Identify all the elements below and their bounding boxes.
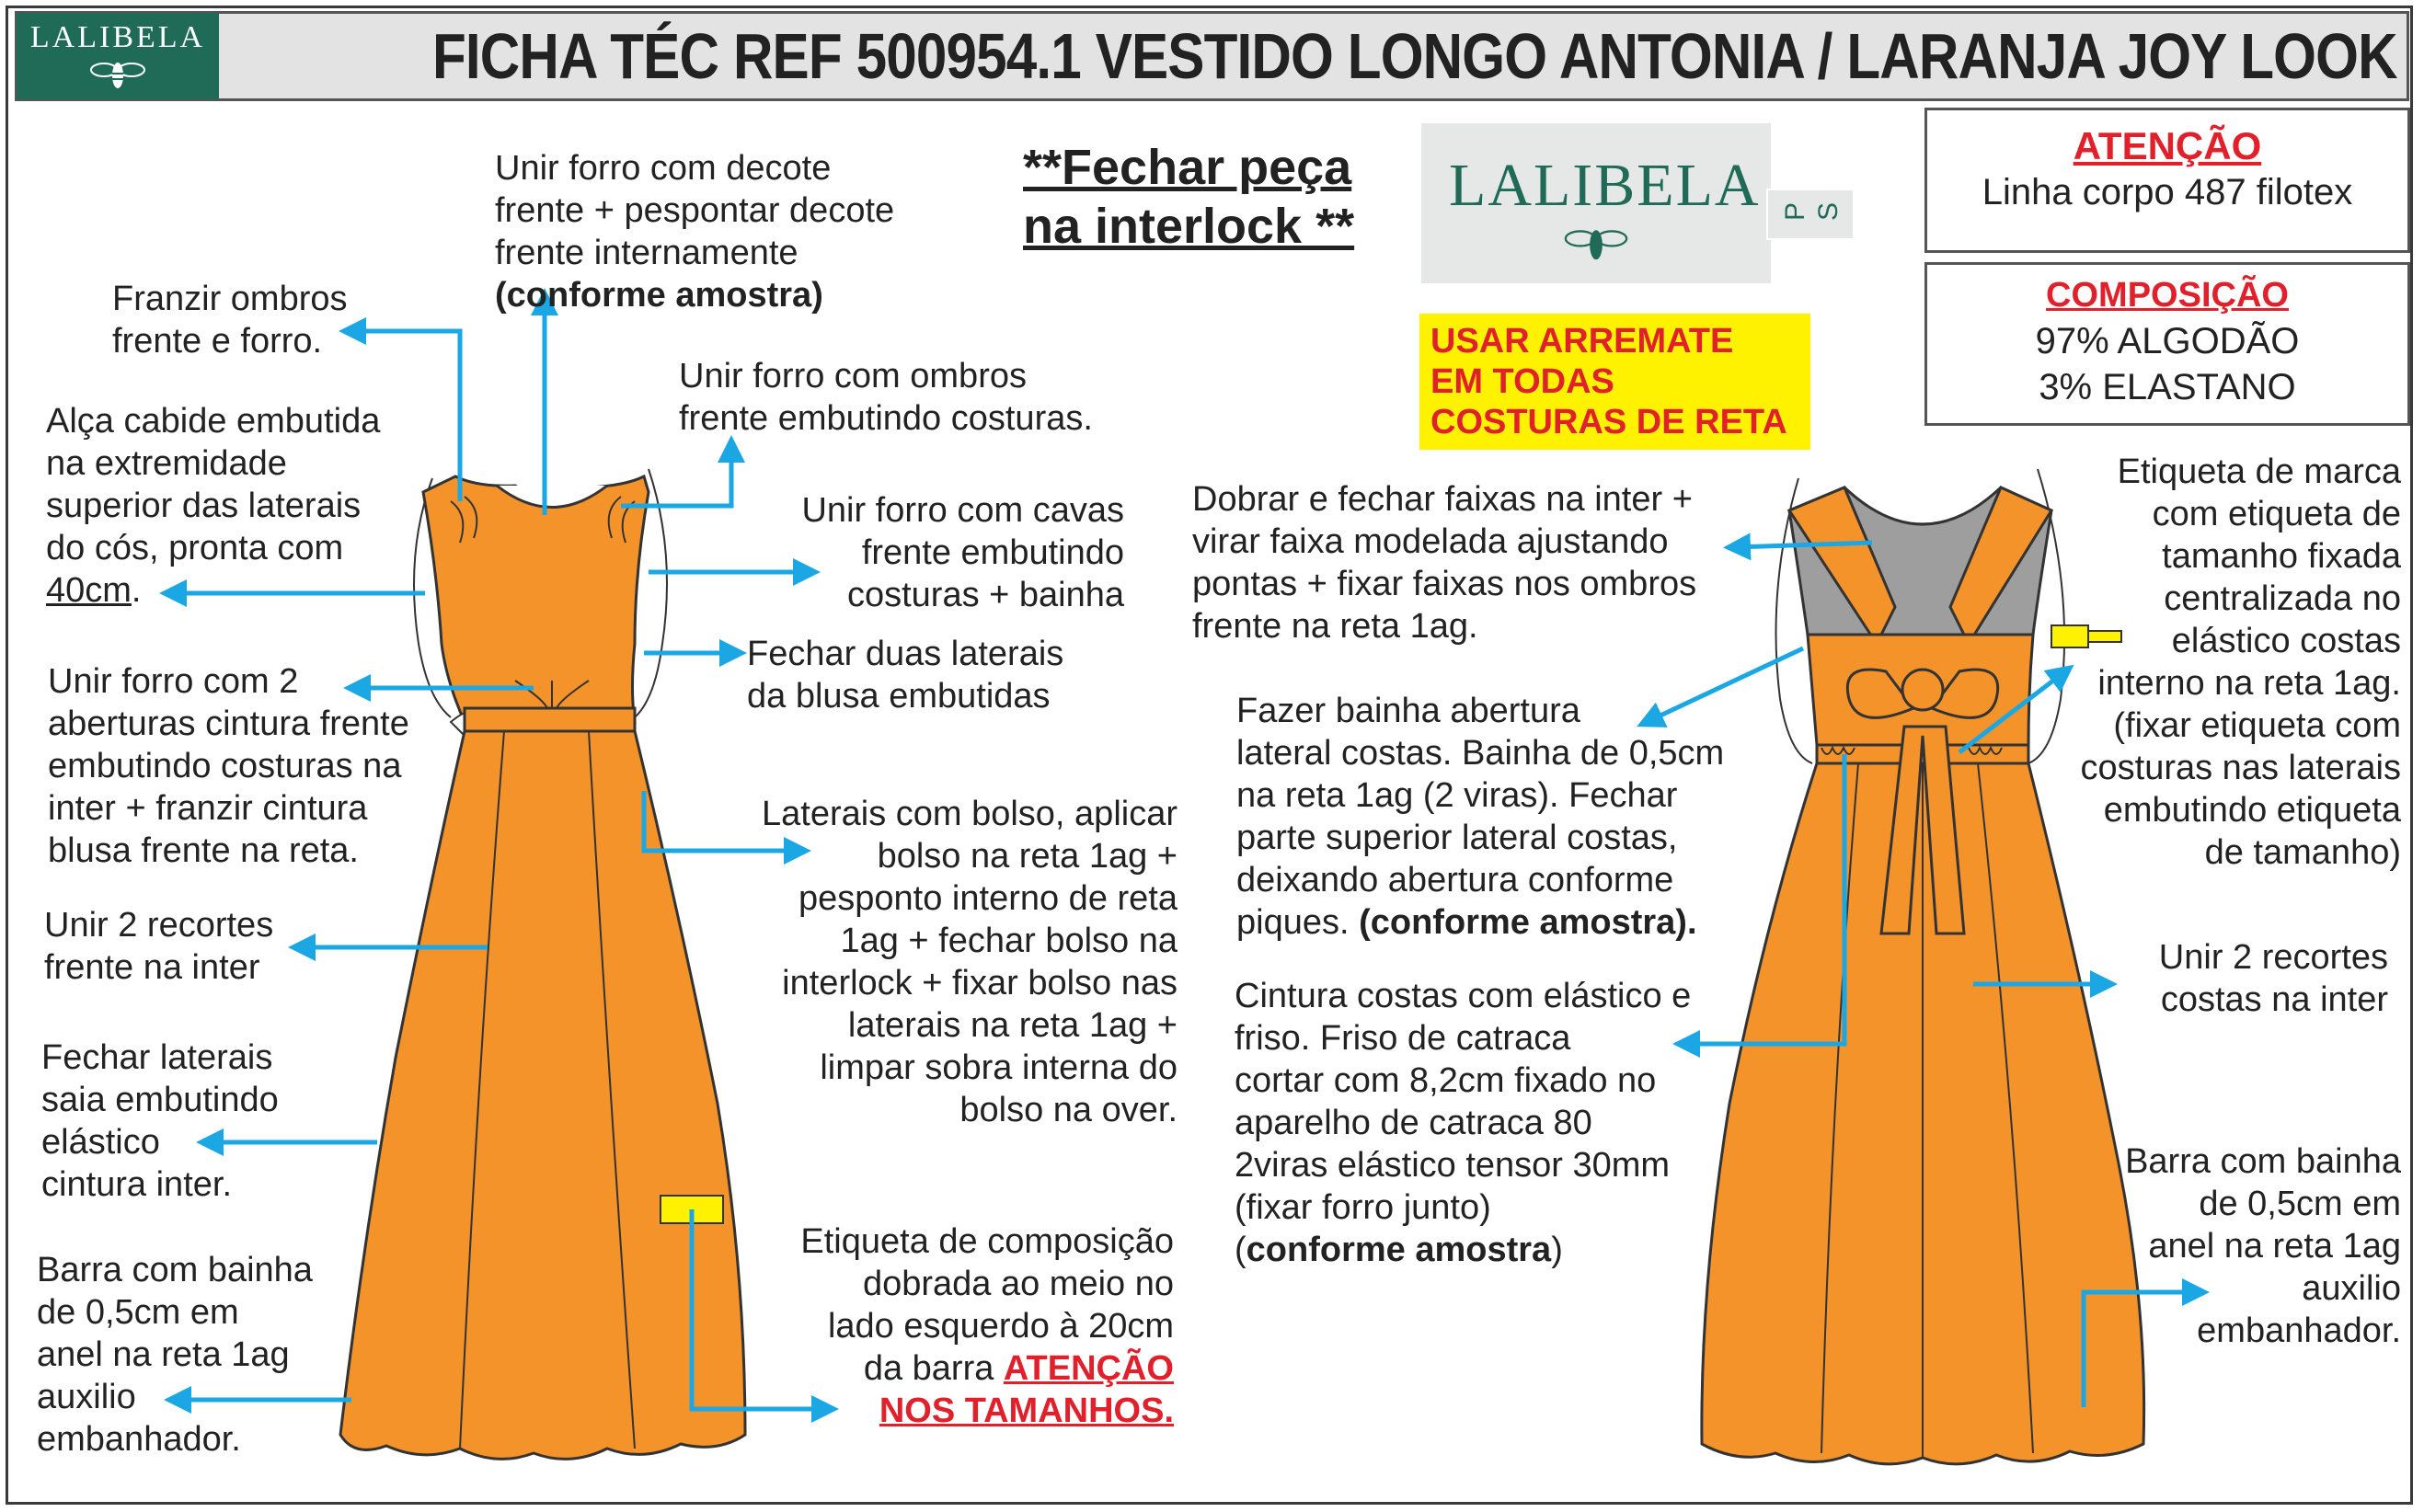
note-cintura-frente xyxy=(48,660,409,872)
note-line: bolso na reta 1ag + xyxy=(877,837,1178,876)
note-line: com etiqueta de xyxy=(2152,495,2401,533)
note-line: elástico xyxy=(41,1123,160,1162)
note-line: Fazer bainha abertura xyxy=(1236,692,1580,730)
note-line: lado esquerdo à 20cm xyxy=(827,1307,1174,1346)
note-line: na extremidade xyxy=(46,444,287,483)
note-line: pesponto interno de reta xyxy=(798,879,1178,918)
note-line: anel na reta 1ag xyxy=(2148,1227,2401,1266)
fechar-line-1: **Fechar peça xyxy=(1023,140,1352,195)
front-bodice xyxy=(423,476,649,722)
note-line: cortar com 8,2cm fixado no xyxy=(1235,1061,1657,1100)
arremate-warning xyxy=(1419,314,1810,450)
note-period: . xyxy=(131,571,142,610)
note-line: Unir forro com ombros xyxy=(679,357,1027,395)
note-line: pontas + fixar faixas nos ombros xyxy=(1192,565,1697,603)
note-line: Etiqueta de marca xyxy=(2117,452,2401,491)
note-line: frente na inter xyxy=(44,948,260,987)
note-line: Dobrar e fechar faixas na inter + xyxy=(1192,480,1693,519)
note-line: embanhador. xyxy=(37,1420,241,1459)
note-line: virar faixa modelada ajustando xyxy=(1192,522,1669,561)
front-dress xyxy=(340,469,745,1459)
note-line: auxilio xyxy=(2302,1269,2401,1308)
note-line-bold: (conforme amostra) xyxy=(495,276,823,315)
note-paren: ( xyxy=(1235,1231,1246,1269)
note-line: frente internamente xyxy=(495,234,798,272)
brand-ps-letter-p: P xyxy=(1780,201,1811,222)
note-bolso xyxy=(708,793,1178,1131)
atencao-title: ATENÇÃO xyxy=(2073,124,2262,167)
note-line: dobrada ao meio no xyxy=(862,1265,1174,1303)
note-line: blusa frente na reta. xyxy=(48,831,359,870)
note-warning: ATENÇÃO xyxy=(1003,1349,1174,1388)
note-line: 1ag + fechar bolso na xyxy=(840,922,1178,960)
note-line: de 0,5cm em xyxy=(37,1293,239,1332)
note-line: Barra com bainha xyxy=(2125,1142,2401,1181)
note-line: frente embutindo costuras. xyxy=(679,399,1093,438)
note-line: na reta 1ag (2 viras). Fechar xyxy=(1236,776,1678,815)
composicao-box xyxy=(1924,262,2410,426)
note-line: Fechar laterais xyxy=(41,1038,273,1077)
atencao-box xyxy=(1924,108,2410,253)
brand-logo-ps-text: LALIBELA xyxy=(1449,152,1761,219)
note-line: friso. Friso de catraca xyxy=(1235,1019,1571,1058)
front-waistband xyxy=(465,708,635,731)
note-barra-costas xyxy=(2061,1140,2401,1352)
note-line: do cós, pronta com xyxy=(46,529,344,567)
note-line: parte superior lateral costas, xyxy=(1236,819,1678,857)
note-ombros xyxy=(679,355,1093,440)
note-line: Franzir ombros xyxy=(112,280,348,318)
note-warning-period: . xyxy=(1164,1392,1174,1430)
composicao-line-2: 3% ELASTANO xyxy=(2039,367,2296,407)
note-line: frente + pespontar decote xyxy=(495,191,895,230)
note-line: limpar sobra interna do xyxy=(820,1048,1178,1087)
note-alca-cabide xyxy=(46,400,380,612)
note-faixas xyxy=(1192,478,1696,647)
note-underline: 40cm xyxy=(46,571,132,610)
note-line: elástico costas xyxy=(2171,622,2401,660)
arremate-line-3: COSTURAS DE RETA xyxy=(1430,403,1787,441)
note-line: (fixar etiqueta com xyxy=(2113,706,2401,745)
note-recortes-frente xyxy=(44,904,273,989)
note-line: Laterais com bolso, aplicar xyxy=(762,795,1178,833)
note-line: piques. xyxy=(1236,903,1360,942)
note-line-bold: conforme amostra xyxy=(1246,1231,1552,1269)
note-line: Cintura costas com elástico e xyxy=(1235,977,1692,1015)
note-line: de tamanho) xyxy=(2204,833,2401,872)
note-etiqueta-composicao xyxy=(764,1220,1174,1432)
note-line: auxilio xyxy=(37,1378,136,1416)
note-recortes-costas xyxy=(2079,936,2388,1021)
note-line: Etiqueta de composição xyxy=(800,1222,1174,1261)
note-franzir-ombros xyxy=(112,278,348,362)
note-line: Unir forro com cavas xyxy=(801,491,1124,530)
note-line: interlock + fixar bolso nas xyxy=(782,964,1178,1002)
note-line: da barra xyxy=(863,1349,1004,1388)
note-barra-frente xyxy=(37,1249,313,1460)
note-line: bolso na over. xyxy=(959,1091,1178,1129)
note-line: de 0,5cm em xyxy=(2199,1185,2401,1223)
note-line: tamanho fixada xyxy=(2162,537,2401,576)
note-line: interno na reta 1ag. xyxy=(2097,664,2401,703)
note-line: costas na inter xyxy=(2160,980,2388,1019)
note-line: Unir forro com 2 xyxy=(48,662,299,701)
note-line: 2viras elástico tensor 30mm xyxy=(1235,1146,1671,1185)
note-line: Alça cabide embutida xyxy=(46,402,381,441)
note-decote xyxy=(495,147,894,316)
note-line: aberturas cintura frente xyxy=(48,704,409,743)
bee-icon xyxy=(1559,220,1633,266)
note-line: lateral costas. Bainha de 0,5cm xyxy=(1236,734,1725,773)
composicao-line-1: 97% ALGODÃO xyxy=(2035,321,2300,361)
note-line: frente embutindo xyxy=(861,533,1124,572)
note-line: deixando abertura conforme xyxy=(1236,861,1674,899)
note-line-bold: (conforme amostra). xyxy=(1359,903,1697,942)
note-laterais-blusa xyxy=(747,633,1063,717)
note-paren: ) xyxy=(1551,1231,1563,1269)
atencao-text: Linha corpo 487 filotex xyxy=(1982,172,2353,212)
note-line: anel na reta 1ag xyxy=(37,1335,290,1374)
brand-ps-letter-s: S xyxy=(1813,201,1844,222)
note-line: aparelho de catraca 80 xyxy=(1235,1104,1592,1142)
note-line: frente e forro. xyxy=(112,322,323,361)
note-line: Unir 2 recortes xyxy=(2158,938,2388,977)
note-line: embutindo costuras na xyxy=(48,747,402,785)
note-line: da blusa embutidas xyxy=(747,677,1051,716)
note-cintura-costas xyxy=(1235,975,1691,1271)
note-line: Fechar duas laterais xyxy=(747,635,1064,673)
back-bow-knot xyxy=(1902,670,1943,710)
composicao-title: COMPOSIÇÃO xyxy=(2046,276,2289,315)
note-line: Unir forro com decote xyxy=(495,149,832,188)
note-line: superior das laterais xyxy=(46,487,362,525)
note-line: centralizada no xyxy=(2164,579,2401,618)
note-warning: NOS TAMANHOS xyxy=(879,1392,1165,1430)
fechar-line-2: na interlock ** xyxy=(1023,199,1355,254)
note-cavas xyxy=(754,489,1124,616)
note-line: saia embutindo xyxy=(41,1081,279,1119)
note-abertura-lateral xyxy=(1236,690,1724,944)
brand-ps-tag xyxy=(1766,189,1855,240)
brand-logo-ps xyxy=(1421,123,1771,283)
note-line: embanhador. xyxy=(2197,1312,2401,1350)
arremate-line-1: USAR ARREMATE xyxy=(1430,322,1734,361)
note-laterais-saia xyxy=(41,1037,279,1206)
arremate-line-2: EM TODAS xyxy=(1430,362,1614,401)
note-line: laterais na reta 1ag + xyxy=(847,1006,1178,1045)
note-line: inter + franzir cintura xyxy=(48,789,368,828)
note-line: embutindo etiqueta xyxy=(2103,791,2401,830)
note-line: costuras + bainha xyxy=(846,576,1124,614)
note-line: (fixar forro junto) xyxy=(1235,1188,1491,1227)
fechar-interlock-note xyxy=(1023,138,1354,256)
note-line: costuras nas laterais xyxy=(2080,749,2401,787)
note-line: Unir 2 recortes xyxy=(44,906,274,945)
note-line: frente na reta 1ag. xyxy=(1192,607,1478,646)
brand-logo-text: LALIBELA xyxy=(29,20,206,54)
note-line: Barra com bainha xyxy=(37,1251,313,1289)
note-line: cintura inter. xyxy=(41,1165,232,1204)
page-title: FICHA TÉC REF 500954.1 VESTIDO LONGO ANTONIA / LARANJA JOY LOOK xyxy=(432,20,2397,92)
note-etiqueta-marca xyxy=(1996,451,2401,874)
